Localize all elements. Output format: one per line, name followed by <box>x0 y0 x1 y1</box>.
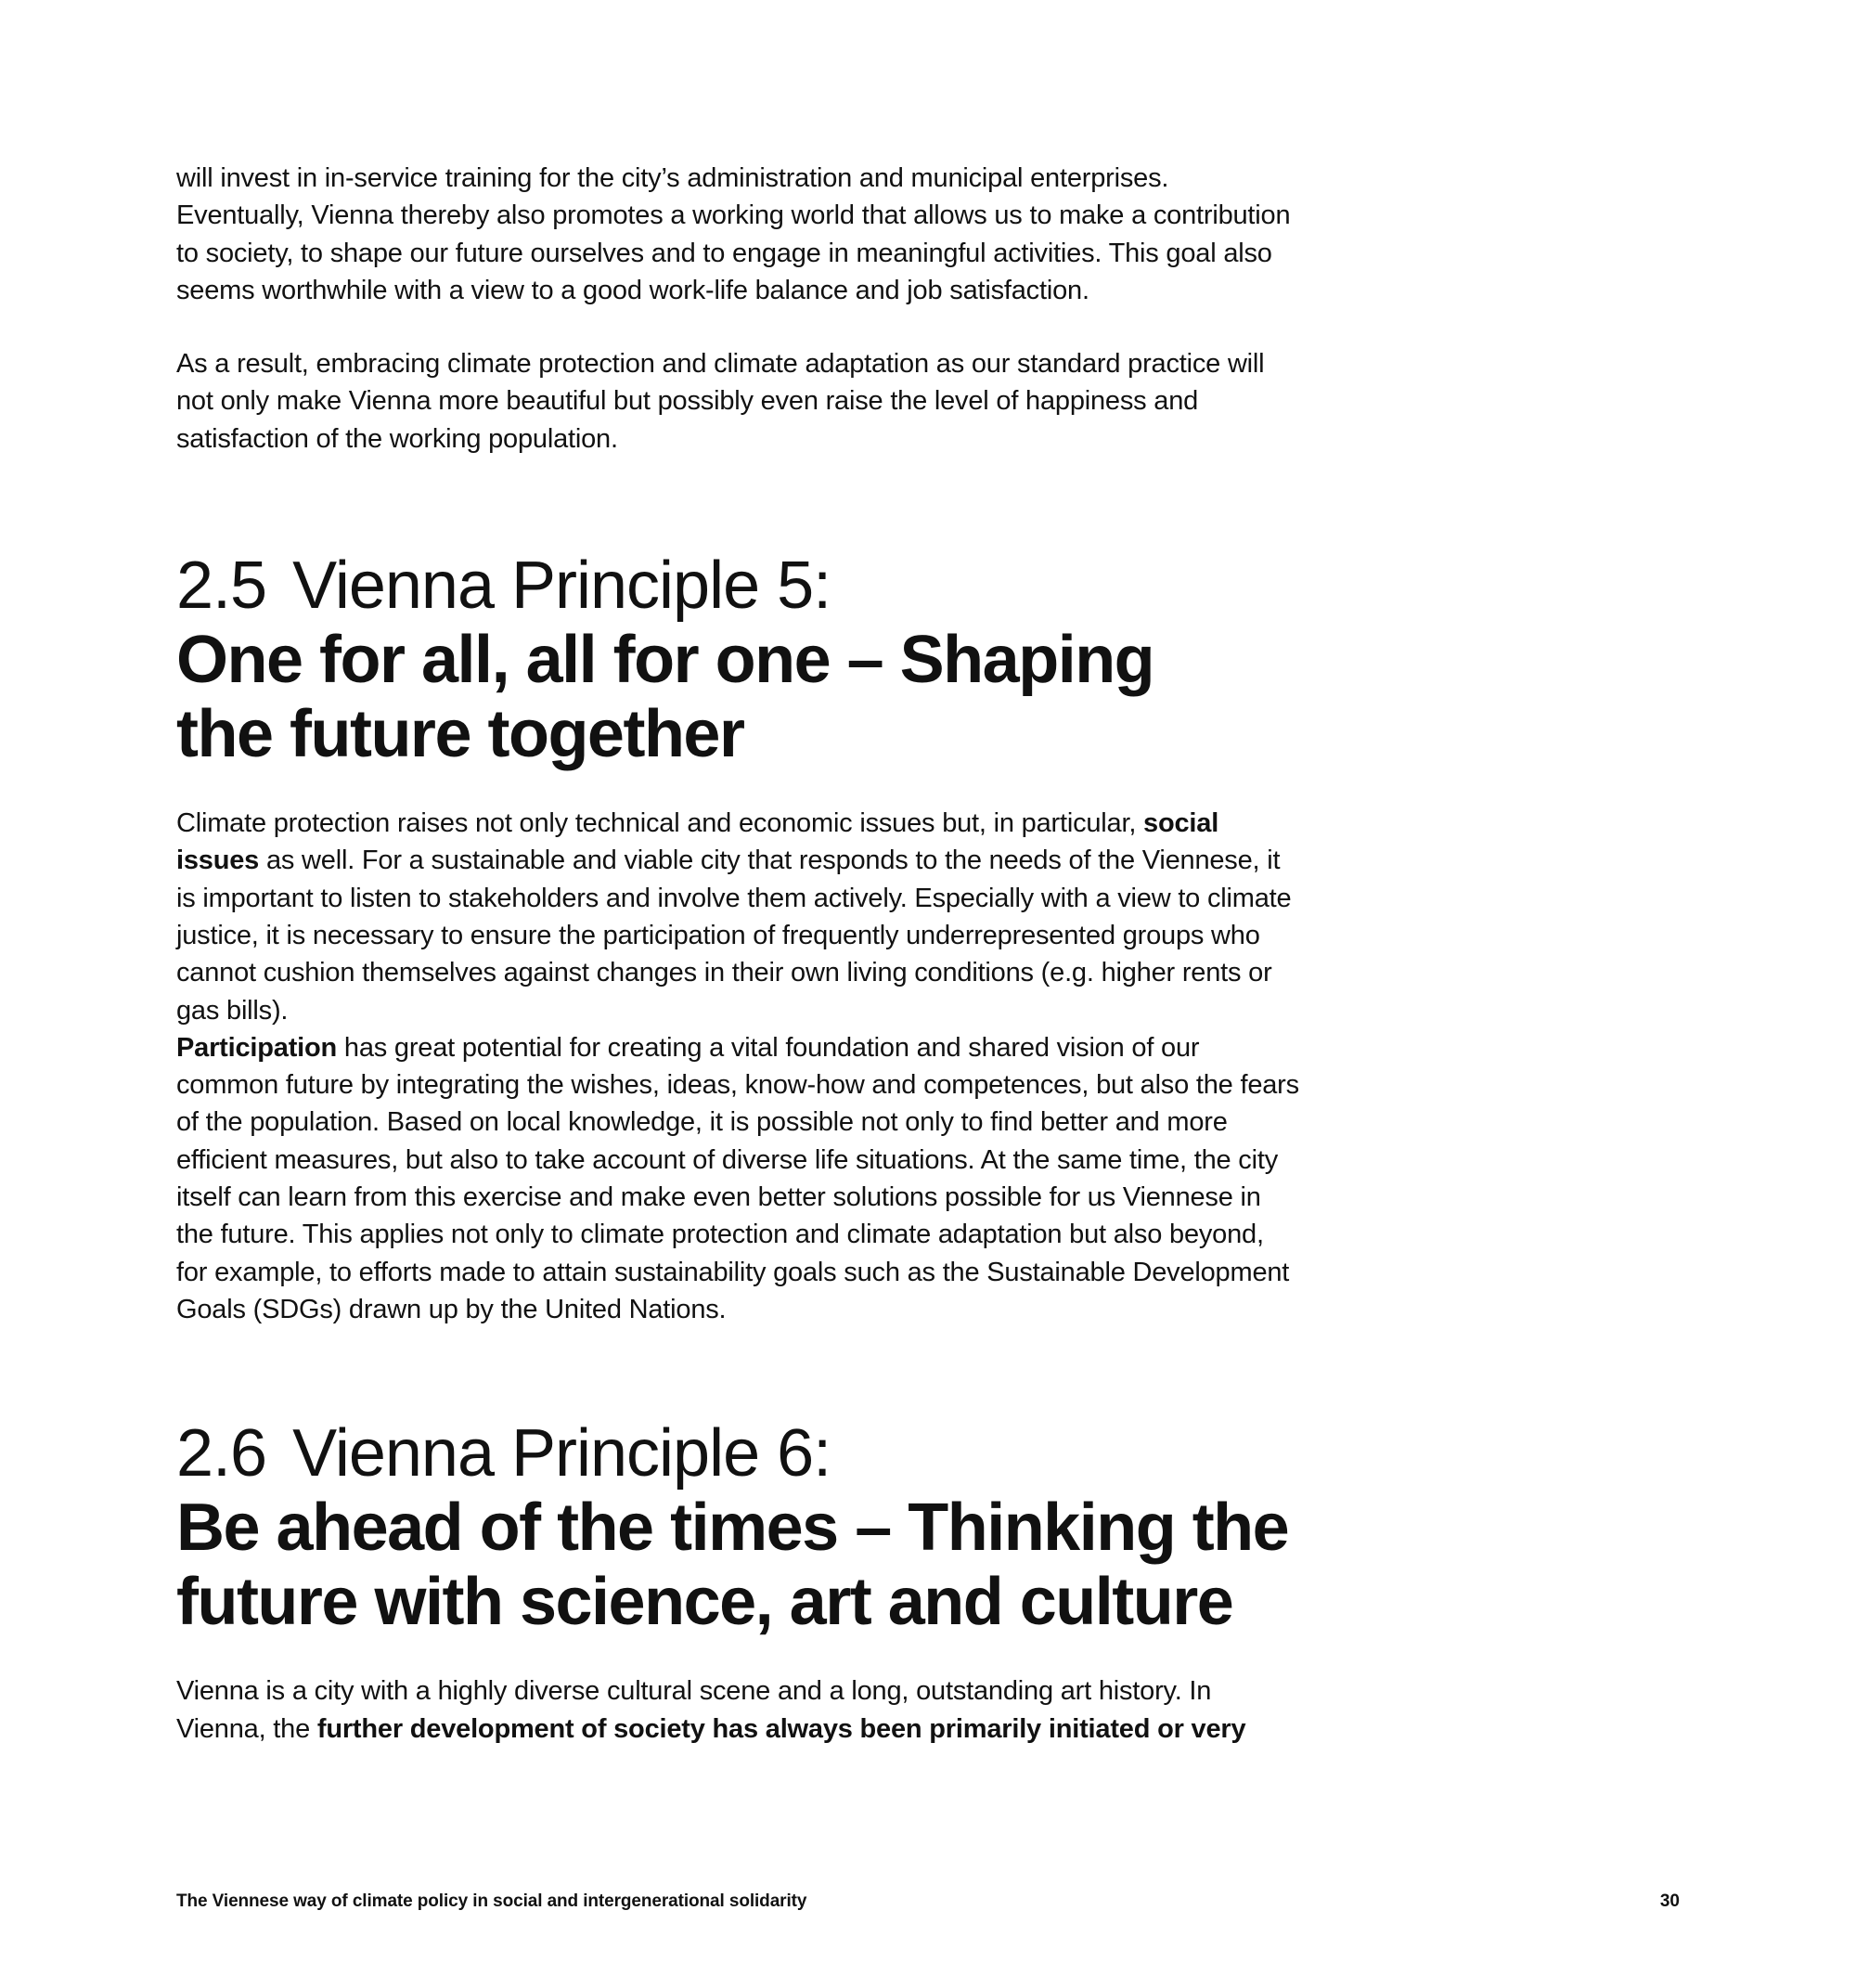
section-title-line-2: the future together <box>176 697 744 772</box>
intro-paragraph-2: As a result, embracing climate protection and climate adaptation as our standard practice will not only make Vienna more beautiful but possibly even raise the level of happiness and satisfaction of the working population. <box>176 349 1265 454</box>
section-paragraph-2 <box>176 1029 1299 1328</box>
section-heading-number <box>176 1416 1299 1491</box>
section-title-line-2: future with science, art and culture <box>176 1565 1233 1640</box>
bold-text-run: social issues <box>176 808 1219 876</box>
bold-text-run: further development of society has always been primarily initiated or very <box>316 1713 1246 1744</box>
text-run: has great potential for creating a vital foundation and shared vision of our common future by integrating the wishes, ideas, know-how and competences, but also the fears of the population. Based on local knowledge, it is possible not only to find better and more efficient measures, but also to take account of diverse life situations. At the same time, the city itself can learn from this exercise and make even better solutions possible for us Viennese in the future. This applies not only to climate protection and climate adaptation but also beyond, for example, to efforts made to attain sustainability goals such as the Sustainable Development Goals (SDGs) drawn up by the United Nations. <box>176 1032 1299 1324</box>
section-number: 2.5 <box>176 549 267 624</box>
section-title-line-1: Be ahead of the times – Thinking the <box>176 1491 1289 1566</box>
section-2-5 <box>176 549 1299 1328</box>
page-number: 30 <box>1659 1891 1680 1911</box>
section-label: Vienna Principle 6: <box>292 1416 831 1491</box>
section-paragraph-1 <box>176 1672 1299 1748</box>
text-run: Vienna is a city with a highly diverse cultural scene and a long, outstanding art history. In Vienna, the <box>176 1676 1212 1744</box>
section-2-6 <box>176 1416 1299 1748</box>
text-run: as well. For a sustainable and viable city that responds to the needs of the Viennese, it is important to listen to stakeholders and involve them actively. Especially with a view to climate justice, it is necessary to ensure the participation of frequently underrepresented groups who cannot cushion themselves against changes in their own living conditions (e.g. higher rents or gas bills). <box>176 846 1292 1026</box>
section-title <box>176 1491 1299 1639</box>
section-title <box>176 623 1299 771</box>
section-heading-number <box>176 549 1299 623</box>
intro-paragraph-1: will invest in in-service training for the city’s administration and municipal enterprises. Eventually, Vienna thereby also promotes a working world that allows us to make a contribution to society, to shape our future ourselves and to engage in meaningful activities. This goal also seems worthwhile with a view to a good work-life balance and job satisfaction. <box>176 163 1291 305</box>
document-body <box>176 160 1299 1748</box>
footer-title: The Viennese way of climate policy in social and intergenerational solidarity <box>176 1891 807 1911</box>
section-paragraph-1 <box>176 805 1299 1029</box>
section-number: 2.6 <box>176 1416 267 1491</box>
text-run: Climate protection raises not only technical and economic issues but, in particular, <box>176 808 1144 839</box>
bold-text-run: Participation <box>176 1032 338 1063</box>
section-label: Vienna Principle 5: <box>292 549 831 624</box>
section-title-line-1: One for all, all for one – Shaping <box>176 623 1154 698</box>
